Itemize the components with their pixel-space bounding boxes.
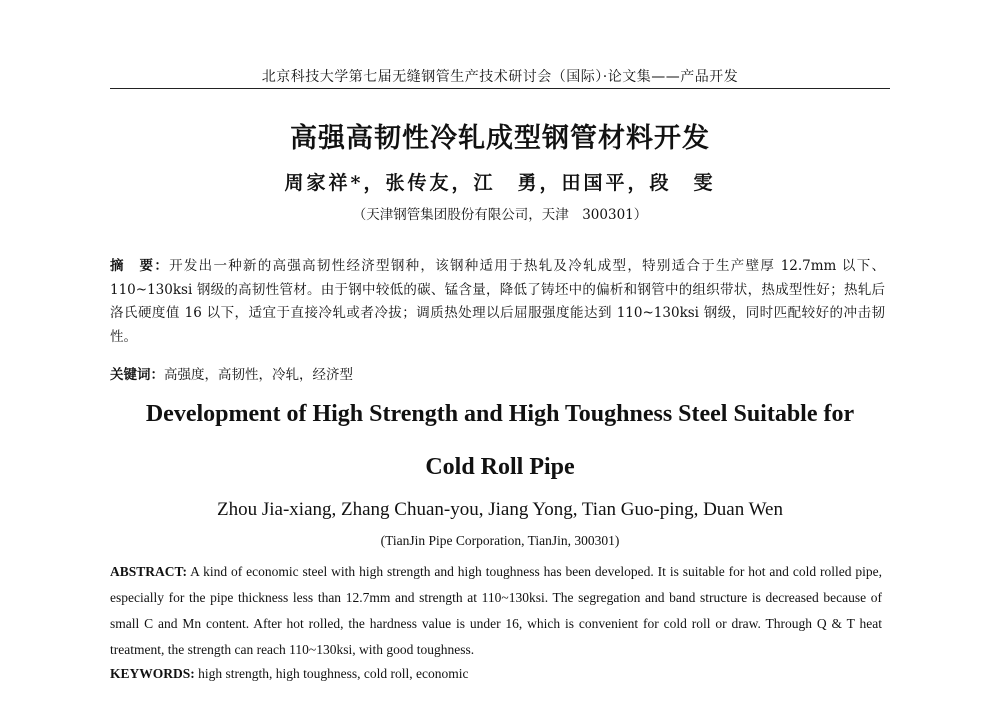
chinese-keywords-label: 关键词：: [110, 367, 164, 383]
english-title-line2: Cold Roll Pipe: [425, 454, 575, 480]
chinese-abstract-text: 开发出一种新的高强高韧性经济型钢种，该钢种适用于热轧及冷轧成型，特别适合于生产壁厚 12.7mm 以下、110~130ksi 钢级的高韧性管材。由于钢中较低的碳、锰含量，降低了铸坯中的偏析和钢管中的组织带状，热成型性好；热轧后洛氏硬度值 16 以下，适宜于直接冷轧或者冷拔；调质热处理以后屈服强度能达到 110~130ksi 钢级，同时匹配较好的冲击韧性。: [110, 258, 885, 345]
header-rule: [110, 88, 890, 89]
chinese-keywords: [110, 363, 885, 383]
running-header: 北京科技大学第七届无缝钢管生产技术研讨会（国际）·论文集——产品开发: [261, 69, 739, 85]
english-keywords-text: high strength, high toughness, cold roll, economic: [194, 666, 469, 681]
english-authors: Zhou Jia-xiang, Zhang Chuan-you, Jiang Yong, Tian Guo-ping, Duan Wen: [217, 499, 783, 520]
chinese-affiliation: （天津钢管集团股份有限公司，天津 300301）: [352, 207, 648, 223]
chinese-authors: 周家祥*，张传友，江 勇，田国平，段 雯: [284, 172, 716, 194]
english-keywords: [110, 666, 882, 682]
english-keywords-label: KEYWORDS:: [110, 666, 195, 681]
english-affiliation: (TianJin Pipe Corporation, TianJin, 300301): [380, 533, 620, 548]
english-title-line1: Development of High Strength and High Toughness Steel Suitable for: [145, 401, 855, 427]
chinese-abstract: [110, 255, 885, 349]
chinese-abstract-label: 摘 要：: [110, 258, 170, 274]
chinese-title: 高强高韧性冷轧成型钢管材料开发: [290, 123, 710, 154]
chinese-keywords-text: 高强度，高韧性，冷轧，经济型: [164, 367, 353, 383]
english-abstract-text: A kind of economic steel with high strength and high toughness has been developed. It is suitable for hot and cold rolled pipe, especially for the pipe thickness less than 12.7mm and strength at 110~130ksi. The segregation and band structure is decreased because of small C and Mn content. After hot rolled, the hardness value is under 16, which is convenient for cold roll or draw. Through Q & T heat treatment, the strength can reach 110~130ksi, with good toughness.: [110, 564, 882, 657]
english-abstract-label: ABSTRACT:: [110, 564, 188, 579]
english-abstract: [110, 559, 882, 663]
